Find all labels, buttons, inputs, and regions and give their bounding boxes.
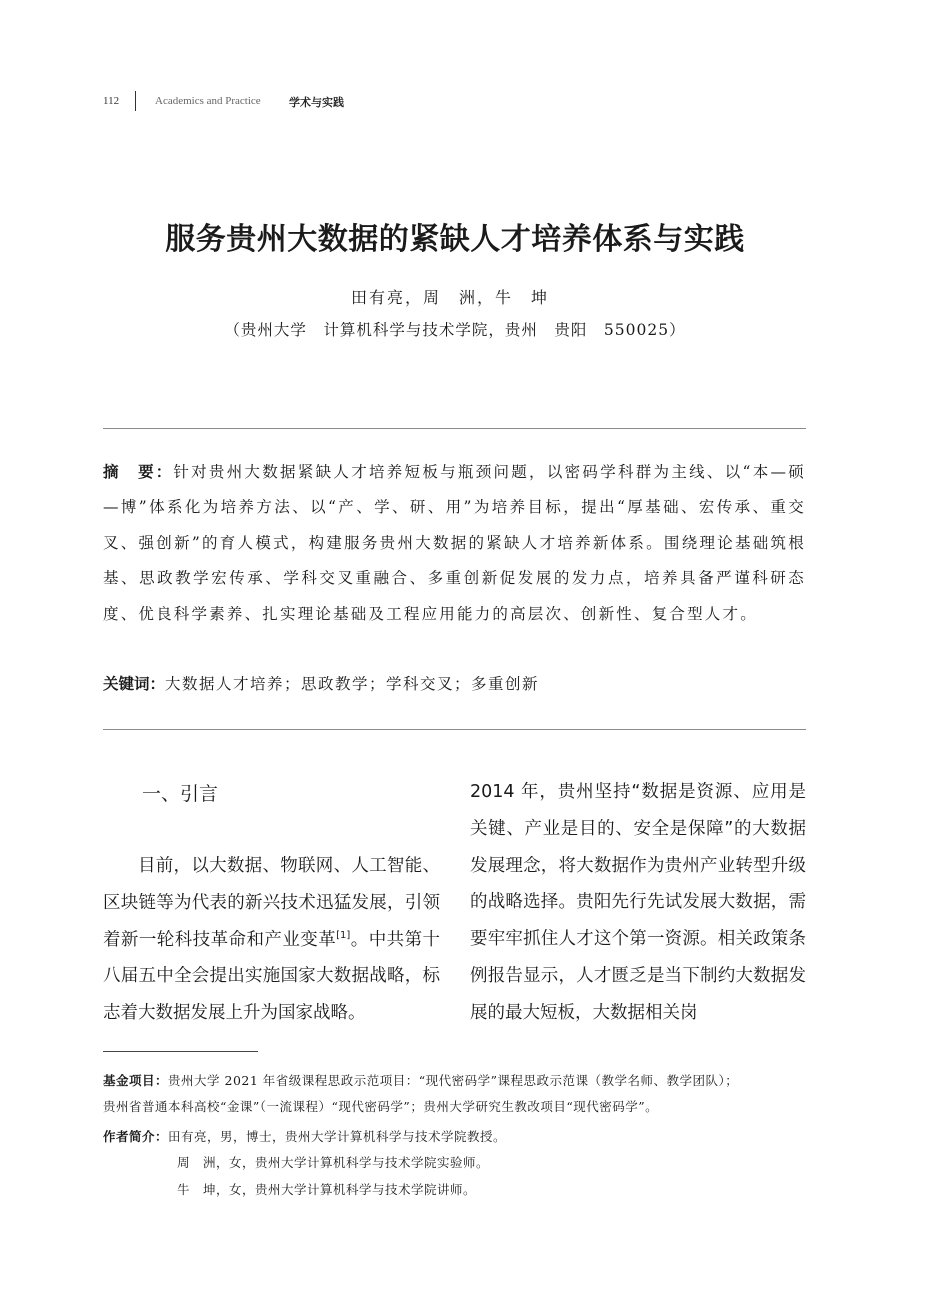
funding-line-2: 贵州省普通本科高校“金课”（一流课程）“现代密码学”；贵州大学研究生教改项目“现代密码学”。 (103, 1099, 659, 1115)
author-bio-2: 周 洲，女，贵州大学计算机科学与技术学院实验师。 (177, 1155, 490, 1171)
abstract-top-rule (103, 428, 806, 429)
funding-footnote (103, 1068, 813, 1121)
author-bio-label: 作者简介： (103, 1129, 169, 1144)
journal-name-en: Academics and Practice (155, 95, 261, 107)
intro-paragraph (103, 848, 440, 1032)
section-heading: 一、引言 (142, 783, 219, 805)
journal-name-zh: 学术与实践 (289, 96, 344, 109)
body-column-left (103, 848, 440, 1032)
funding-line-1: 贵州大学 2021 年省级课程思政示范项目：“现代密码学”课程思政示范课（教学名师、教学团队）； (168, 1073, 739, 1088)
body-column-right: 2014 年，贵州坚持“数据是资源、应用是关键、产业是目的、安全是保障”的大数据发展理念，将大数据作为贵州产业转型升级的战略选择。贵阳先行先试发展大数据，需要牢牢抓住人才这个第一资源。相关政策条例报告显示，人才匮乏是当下制约大数据发展的最大短板，大数据相关岗 (470, 782, 806, 1023)
intro-text-part2: 。中共第十八届五中全会提出实施国家大数据战略，标志着大数据发展上升为国家战略。 (103, 929, 441, 1024)
citation-1: [1] (336, 929, 351, 941)
funding-label: 基金项目： (103, 1073, 169, 1088)
author-bio-1: 田有亮，男，博士，贵州大学计算机科学与技术学院教授。 (168, 1129, 507, 1144)
keywords (103, 672, 806, 694)
abstract-bottom-rule (103, 729, 806, 730)
abstract (103, 455, 806, 632)
abstract-label: 摘 要： (103, 463, 174, 481)
author-affiliation: （贵州大学 计算机科学与技术学院，贵州 贵阳 550025） (224, 321, 686, 339)
intro-text-part1: 目前，以大数据、物联网、人工智能、区块链等为代表的新兴技术迅猛发展，引领着新一轮科技革命和产业变革 (103, 856, 440, 950)
footnote-rule (103, 1051, 258, 1052)
keywords-text: 大数据人才培养；思政教学；学科交叉；多重创新 (165, 675, 540, 693)
author-list: 田有亮，周 洲，牛 坤 (350, 288, 549, 307)
abstract-text: 针对贵州大数据紧缺人才培养短板与瓶颈问题，以密码学科群为主线、以“本—硕—博”体系化为培养方法、以“产、学、研、用”为培养目标，提出“厚基础、宏传承、重交叉、强创新”的育人模式，构建服务贵州大数据的紧缺人才培养新体系。围绕理论基础筑根基、思政教学宏传承、学科交叉重融合、多重创新促发展的发力点，培养具备严谨科研态度、优良科学素养、扎实理论基础及工程应用能力的高层次、创新性、复合型人才。 (103, 463, 806, 623)
article-title: 服务贵州大数据的紧缺人才培养体系与实践 (165, 222, 745, 257)
header-divider (135, 91, 136, 111)
author-footnote (103, 1124, 813, 1203)
author-bio-3: 牛 坤，女，贵州大学计算机科学与技术学院讲师。 (177, 1181, 477, 1197)
keywords-label: 关键词： (103, 675, 166, 693)
page-number: 112 (103, 95, 120, 107)
